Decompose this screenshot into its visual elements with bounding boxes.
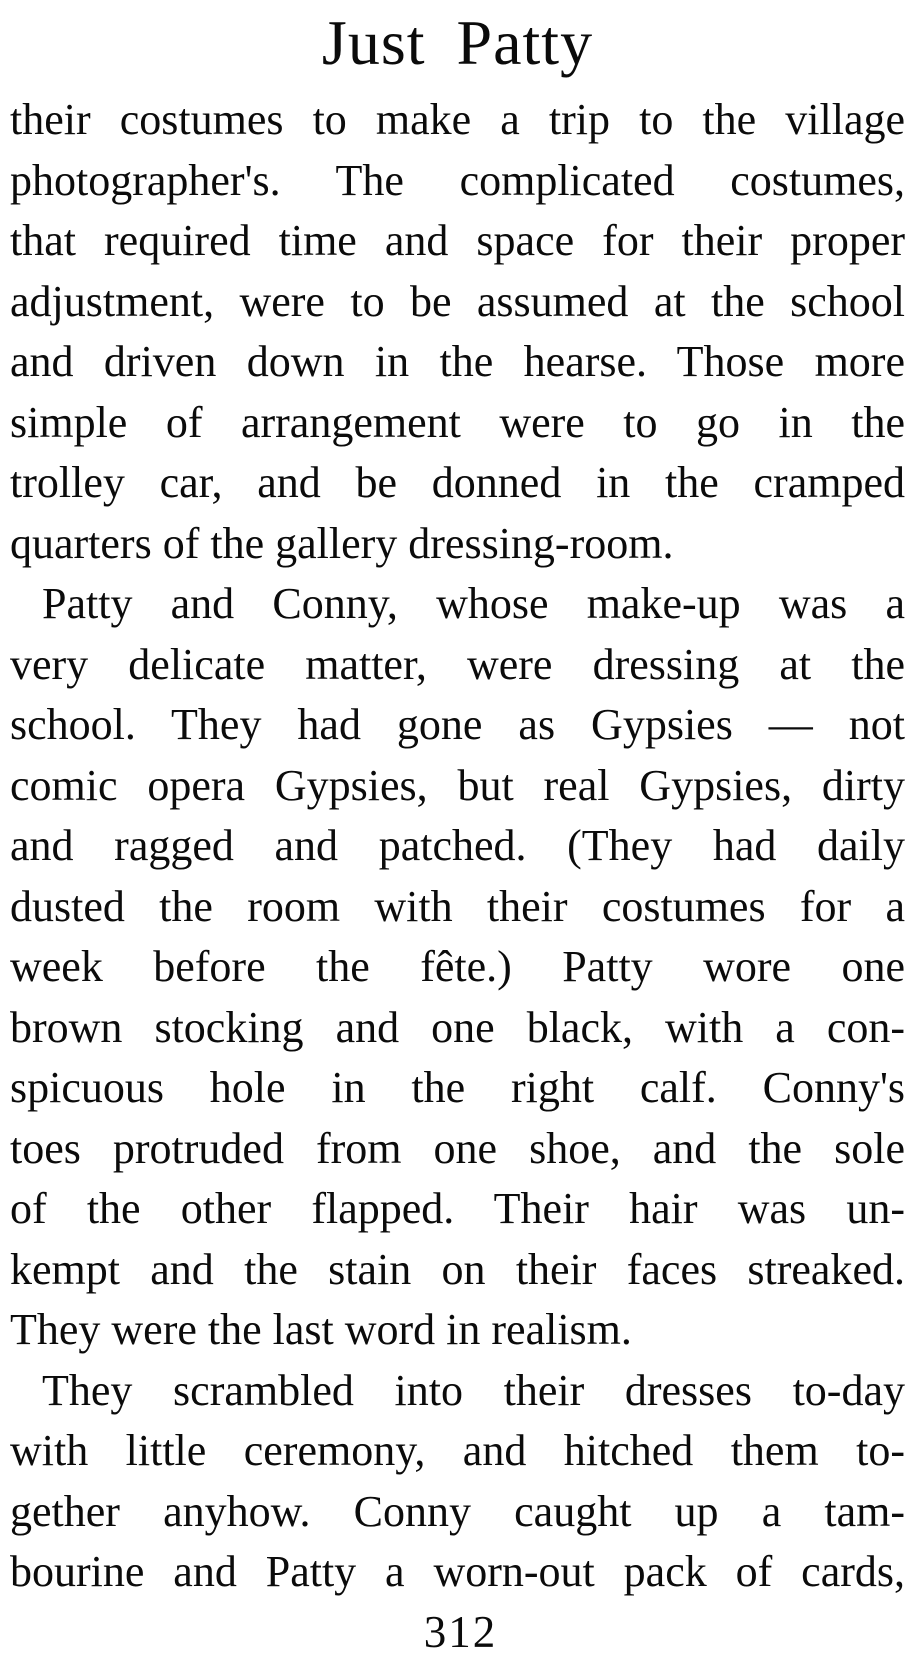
page-title: Just Patty bbox=[321, 7, 594, 78]
paragraph bbox=[10, 574, 905, 1361]
text-line: spicuous hole in the right calf. Conny's bbox=[10, 1063, 905, 1112]
text-line: bourine and Patty a worn-out pack of cards, bbox=[10, 1547, 905, 1596]
text-line: school. They had gone as Gypsies — not bbox=[10, 700, 905, 749]
text-line: very delicate matter, were dressing at the bbox=[10, 639, 905, 689]
text-line: brown stocking and one black, with a con- bbox=[10, 1002, 905, 1052]
text-line: and driven down in the hearse. Those more bbox=[10, 337, 905, 386]
text-line: with little ceremony, and hitched them to- bbox=[10, 1426, 905, 1475]
text-line: simple of arrangement were to go in the bbox=[10, 397, 905, 447]
text-line: gether anyhow. Conny caught up a tam- bbox=[10, 1486, 905, 1536]
text-line: adjustment, were to be assumed at the school bbox=[10, 276, 905, 326]
text-line: comic opera Gypsies, but real Gypsies, dirty bbox=[10, 760, 905, 810]
text-line: their costumes to make a trip to the village bbox=[10, 95, 905, 144]
page-body bbox=[10, 90, 905, 1603]
text-line: trolley car, and be donned in the cramped bbox=[10, 458, 905, 507]
text-line: toes protruded from one shoe, and the sole bbox=[10, 1123, 905, 1173]
paragraph bbox=[10, 1361, 905, 1603]
text-line: They were the last word in realism. bbox=[10, 1305, 632, 1354]
text-line: photographer's. The complicated costumes, bbox=[10, 155, 905, 205]
page-number: 312 bbox=[423, 1607, 498, 1657]
text-line: of the other flapped. Their hair was un- bbox=[10, 1184, 905, 1233]
text-line: kempt and the stain on their faces streaked. bbox=[10, 1244, 905, 1294]
text-line: that required time and space for their proper bbox=[10, 216, 905, 265]
text-line: quarters of the gallery dressing-room. bbox=[10, 518, 674, 568]
text-line: dusted the room with their costumes for a bbox=[10, 881, 905, 931]
text-line: Patty and Conny, whose make-up was a bbox=[42, 579, 905, 628]
text-line: week before the fête.) Patty wore one bbox=[10, 942, 905, 991]
text-line: They scrambled into their dresses to-day bbox=[42, 1365, 905, 1415]
text-line: and ragged and patched. (They had daily bbox=[10, 821, 905, 870]
paragraph bbox=[10, 90, 905, 574]
